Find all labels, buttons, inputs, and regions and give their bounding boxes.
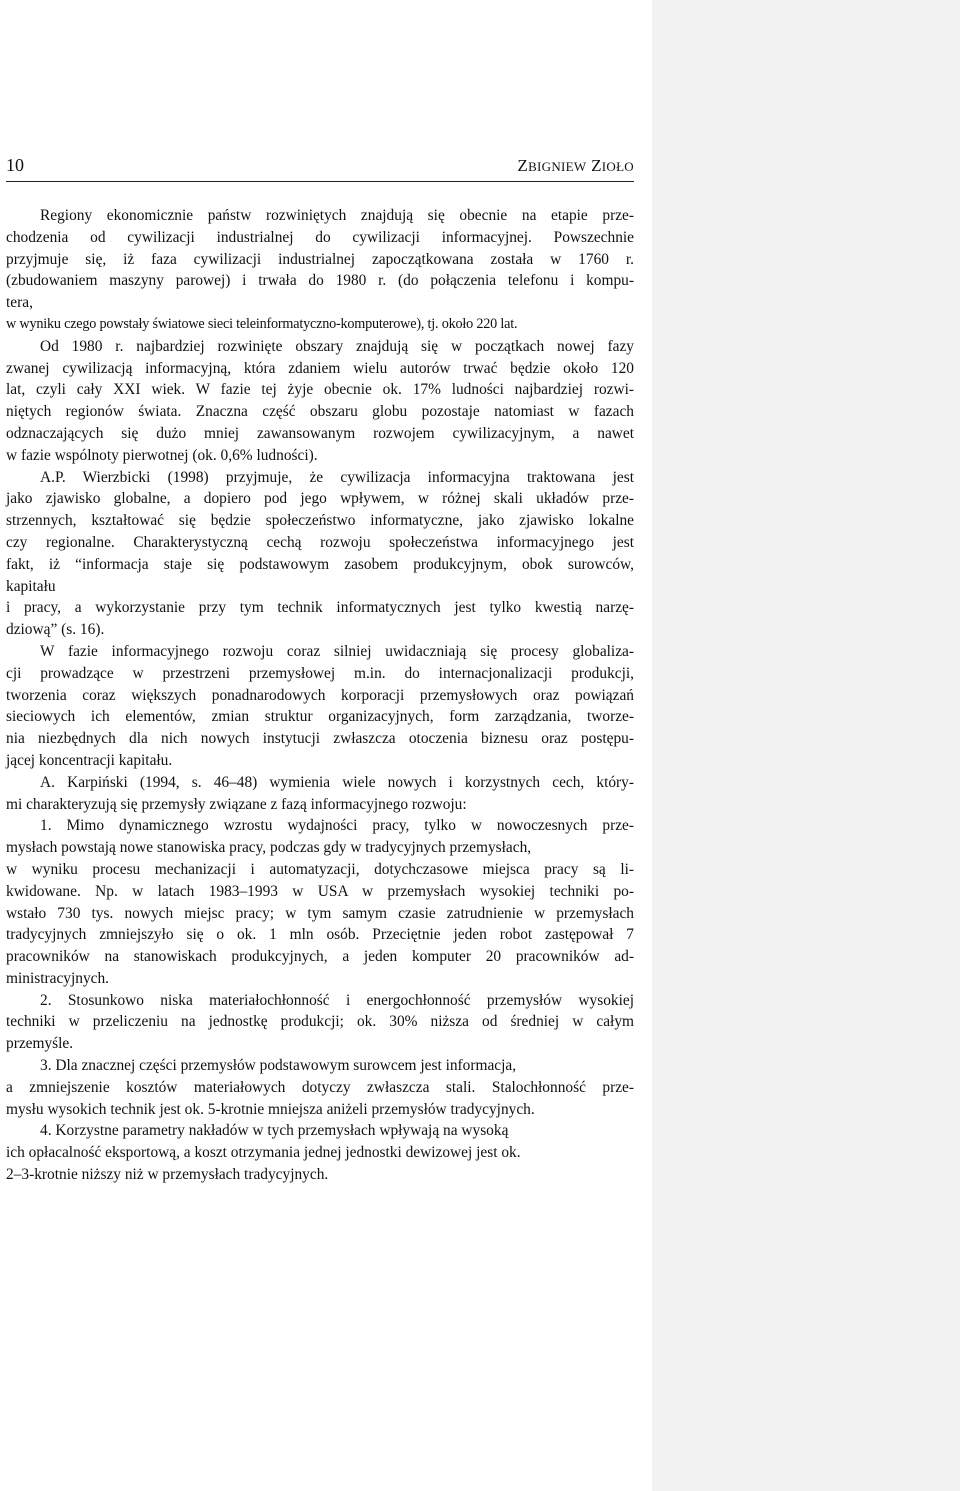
text-line: dziową” (s. 16). (6, 621, 105, 639)
text-line: jącej koncentracji kapitału. (6, 751, 173, 769)
text-line: w fazie wspólnoty pierwotnej (ok. 0,6% ludności). (6, 446, 318, 464)
text-line: sieciowych ich elementów, zmian struktur organizacyjnych, form zarządzania, tworze- (6, 708, 634, 726)
text-line: strzennych, kształtować się będzie społeczeństwo informatyczne, jako zjawisko lokalne (6, 512, 634, 530)
text-line: wstało 730 tys. nowych miejsc pracy; w tym samym czasie zatrudnienie w przemysłach (6, 904, 634, 922)
author-last-initial: Z (591, 156, 602, 175)
text-line: kwidowane. Np. w latach 1983–1993 w USA w przemysłach wysokiej techniki po- (6, 882, 634, 900)
body-text (6, 205, 634, 1186)
text-line: (zbudowaniem maszyny parowej) i trwała do 1980 r. (do połączenia telefonu i kompu- (6, 272, 634, 290)
text-line: A. Karpiński (1994, s. 46–48) wymienia wiele nowych i korzystnych cech, który- (40, 773, 634, 791)
page-number: 10 (6, 155, 24, 175)
text-line: ministracyjnych. (6, 969, 110, 987)
text-line: 1. Mimo dynamicznego wzrostu wydajności pracy, tylko w nowoczesnych prze- (40, 817, 634, 835)
text-line: W fazie informacyjnego rozwoju coraz silniej uwidaczniają się procesy globaliza- (40, 642, 634, 660)
text-line: nia niezbędnych dla nich nowych instytucji zwłaszcza otoczenia biznesu oraz postępu- (6, 730, 634, 748)
text-line: mi charakteryzują się przemysły związane z fazą informacyjnego rozwoju: (6, 795, 467, 813)
text-line: kapitału (6, 577, 56, 595)
text-line: przyjmuje się, iż faza cywilizacji industrialnej zapoczątkowana została w 1760 r. (6, 250, 634, 268)
text-line: fakt, iż “informacja staje się podstawowym zasobem produkcyjnym, obok surowców, (6, 555, 634, 573)
text-line: tera, (6, 294, 33, 312)
text-line: a zmniejszenie kosztów materiałowych dotyczy zwłaszcza stali. Stalochłonność prze- (6, 1078, 634, 1096)
text-line: 2. Stosunkowo niska materiałochłonność i energochłonność przemysłów wysokiej (40, 991, 634, 1009)
text-line: lat, czyli cały XXI wiek. W fazie tej żyje obecnie ok. 17% ludności najbardziej rozwi- (6, 381, 634, 399)
text-line: pracowników na stanowiskach produkcyjnych, a jeden komputer 20 pracowników ad- (6, 948, 634, 966)
text-line: tradycyjnych zmniejszyło się o ok. 1 mln osób. Przeciętnie jeden robot zastępował 7 (6, 926, 634, 944)
text-line: czy regionalne. Charakterystyczną cechą rozwoju społeczeństwa informacyjnego jest (6, 533, 634, 551)
text-line: przemyśle. (6, 1035, 74, 1053)
text-line: zwanej cywilizacją informacyjną, która zdaniem wielu autorów trwać będzie około 120 (6, 359, 634, 377)
page-margin (652, 0, 960, 1491)
text-line: chodzenia od cywilizacji industrialnej do cywilizacji informacyjnej. Powszechnie (6, 228, 634, 246)
text-line: niętych regionów świata. Znaczna część obszaru globu pozostaje natomiast w fazach (6, 403, 634, 421)
text-line: tworzenia coraz większych ponadnarodowych korporacji przemysłowych oraz powiązań (6, 686, 634, 704)
text-line: cji prowadzące w przestrzeni przemysłowej m.in. do internacjonalizacji produkcji, (6, 664, 634, 682)
author-first-initial: Z (517, 156, 529, 175)
text-line: w wyniku czego powstały światowe sieci teleinformatyczno-komputerowe), tj. około 220 lat. (6, 315, 518, 332)
text-line: jako zjawisko globalne, a dopiero pod jego wpływem, w różnej skali układów prze- (6, 490, 634, 508)
text-line: 2–3-krotnie niższy niż w przemysłach tradycyjnych. (6, 1166, 329, 1184)
text-line: 3. Dla znacznej części przemysłów podstawowym surowcem jest informacja, (40, 1057, 517, 1075)
text-line: ich opłacalność eksportową, a koszt otrzymania jednej jednostki dewizowej jest ok. (6, 1144, 521, 1162)
text-line: w wyniku procesu mechanizacji i automatyzacji, dotychczasowe miejsca pracy są li- (6, 860, 634, 878)
text-line: A.P. Wierzbicki (1998) przyjmuje, że cywilizacja informacyjna traktowana jest (40, 468, 634, 486)
text-line: 4. Korzystne parametry nakładów w tych przemysłach wpływają na wysoką (40, 1122, 509, 1140)
page-header (6, 153, 634, 182)
text-line: Regiony ekonomicznie państw rozwiniętych znajdują się obecnie na etapie prze- (40, 207, 634, 224)
text-line: techniki w przeliczeniu na jednostkę produkcji; ok. 30% niższa od średniej w całym (6, 1013, 634, 1031)
text-line: Od 1980 r. najbardziej rozwinięte obszary znajdują się w początkach nowej fazy (40, 337, 634, 355)
running-head-author (517, 156, 634, 176)
author-last-rest: IOŁO (601, 159, 634, 174)
text-line: i pracy, a wykorzystanie przy tym technik informatycznych jest tylko kwestią narzę- (6, 599, 634, 617)
author-first-rest: BIGNIEW (528, 159, 587, 174)
text-line: mysłach powstają nowe stanowiska pracy, podczas gdy w tradycyjnych przemysłach, (6, 839, 532, 857)
text-line: odznaczających się dużo mniej zawansowanym rozwojem cywilizacyjnym, a nawet (6, 424, 634, 442)
text-line: mysłu wysokich technik jest ok. 5-krotnie mniejsza aniżeli przemysłów tradycyjnych. (6, 1100, 535, 1118)
